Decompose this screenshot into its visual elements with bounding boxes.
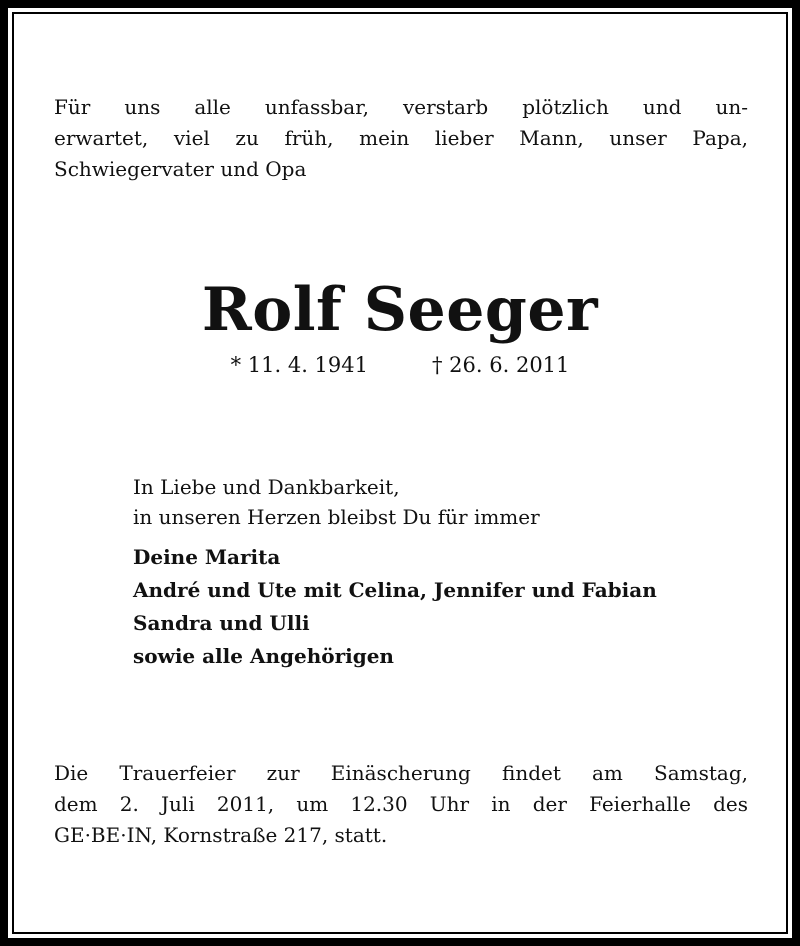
intro-line-2: erwartet, viel zu früh, mein lieber Mann, unser Papa,	[54, 126, 748, 150]
intro-text	[54, 92, 748, 185]
funeral-line-3: GE·BE·IN, Kornstraße 217, statt.	[54, 823, 388, 847]
mourner-line: Deine Marita	[133, 545, 281, 569]
funeral-line-1: Die Trauerfeier zur Einäscherung findet am Samstag,	[54, 761, 748, 785]
intro-line-3: Schwiegervater und Opa	[54, 157, 307, 181]
mourners-list	[133, 541, 753, 673]
deceased-name: Rolf Seeger	[201, 275, 599, 345]
death-date: † 26. 6. 2011	[432, 353, 570, 377]
dedication-line-2: in unseren Herzen bleibst Du für immer	[133, 505, 540, 529]
dedication-text	[133, 472, 733, 532]
birth-date: * 11. 4. 1941	[230, 353, 368, 377]
dedication-line-1: In Liebe und Dankbarkeit,	[133, 475, 400, 499]
intro-line-1: Für uns alle unfassbar, verstarb plötzlich und un-	[54, 95, 748, 119]
funeral-notice	[54, 758, 748, 851]
mourner-line: Sandra und Ulli	[133, 611, 310, 635]
mourner-line: André und Ute mit Celina, Jennifer und Fabian	[133, 578, 657, 602]
life-dates	[0, 350, 800, 380]
funeral-line-2: dem 2. Juli 2011, um 12.30 Uhr in der Feierhalle des	[54, 792, 748, 816]
mourner-line: sowie alle Angehörigen	[133, 644, 394, 668]
